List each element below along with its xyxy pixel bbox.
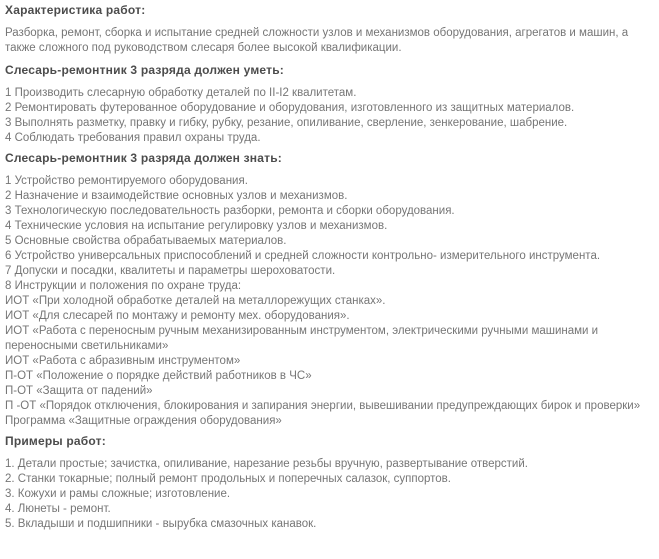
list-item-pot: П -ОТ «Порядок отключения, блокирования и запирания энергии, вывешивании предупреждающих бирок и проверки» <box>5 400 641 412</box>
list-item: 5 Основные свойства обрабатываемых материалов. <box>5 235 287 247</box>
list-item: 3. Кожухи и рамы сложные; изготовление. <box>5 488 231 500</box>
list-item: 1. Детали простые; зачистка, опиливание, нарезание резьбы вручную, развертывание отверстий. <box>5 458 528 470</box>
list-item-program: Программа «Защитные ограждения оборудования» <box>5 415 282 427</box>
list-item: 4 Соблюдать требования правил охраны труда. <box>5 132 261 144</box>
paragraph-work-characteristics: Разборка, ремонт, сборка и испытание средней сложности узлов и механизмов оборудования, агрегатов и машин, а также сложного под руководством слесаря более высокой квалификации. <box>5 27 629 54</box>
heading-must-be-able: Слесарь-ремонтник 3 разряда должен уметь: <box>5 63 284 77</box>
list-item-pot: П-ОТ «Защита от падений» <box>5 385 153 397</box>
list-item: 2. Станки токарные; полный ремонт продольных и поперечных салазок, суппортов. <box>5 473 451 485</box>
list-item-iot: ИОТ «Для слесарей по монтажу и ремонту мех. оборудования». <box>5 310 350 322</box>
list-item: 6 Устройство универсальных приспособлений и средней сложности контрольно- измерительного инструмента. <box>5 250 601 262</box>
list-must-know <box>5 174 653 429</box>
list-must-be-able <box>5 86 653 146</box>
list-item: 2 Ремонтировать футерованное оборудование и оборудования, изготовленного из защитных материалов. <box>5 102 575 114</box>
list-item-iot: ИОТ «При холодной обработке деталей на металлорежущих станках». <box>5 295 386 307</box>
list-item: 3 Технологическую последовательность разборки, ремонта и сборки оборудования. <box>5 205 455 217</box>
list-item: 8 Инструкции и положения по охране труда: <box>5 280 242 292</box>
list-item: 1 Производить слесарную обработку деталей по II-I2 квалитетам. <box>5 87 357 99</box>
heading-must-know: Слесарь-ремонтник 3 разряда должен знать: <box>5 151 282 165</box>
list-item: 3 Выполнять разметку, правку и гибку, рубку, резание, опиливание, сверление, зенкерование, шабрение. <box>5 117 568 129</box>
list-item: 7 Допуски и посадки, квалитеты и параметры шероховатости. <box>5 265 336 277</box>
heading-work-examples: Примеры работ: <box>5 434 106 448</box>
list-item: 1 Устройство ремонтируемого оборудования. <box>5 175 248 187</box>
list-item: 4. Люнеты - ремонт. <box>5 503 111 515</box>
list-item: 2 Назначение и взаимодействие основных узлов и механизмов. <box>5 190 348 202</box>
heading-work-characteristics: Характеристика работ: <box>5 3 146 17</box>
list-item-iot: ИОТ «Работа с абразивным инструментом» <box>5 355 241 367</box>
list-item-pot: П-ОТ «Положение о порядке действий работников в ЧС» <box>5 370 312 382</box>
list-item: 5. Вкладыши и подшипники - вырубка смазочных канавок. <box>5 518 317 530</box>
list-item-iot: ИОТ «Работа с переносным ручным механизированным инструментом, электрическими ручными машинами и переносными светильниками» <box>5 325 599 352</box>
list-item: 4 Технические условия на испытание регулировку узлов и механизмов. <box>5 220 388 232</box>
list-work-examples <box>5 457 653 532</box>
